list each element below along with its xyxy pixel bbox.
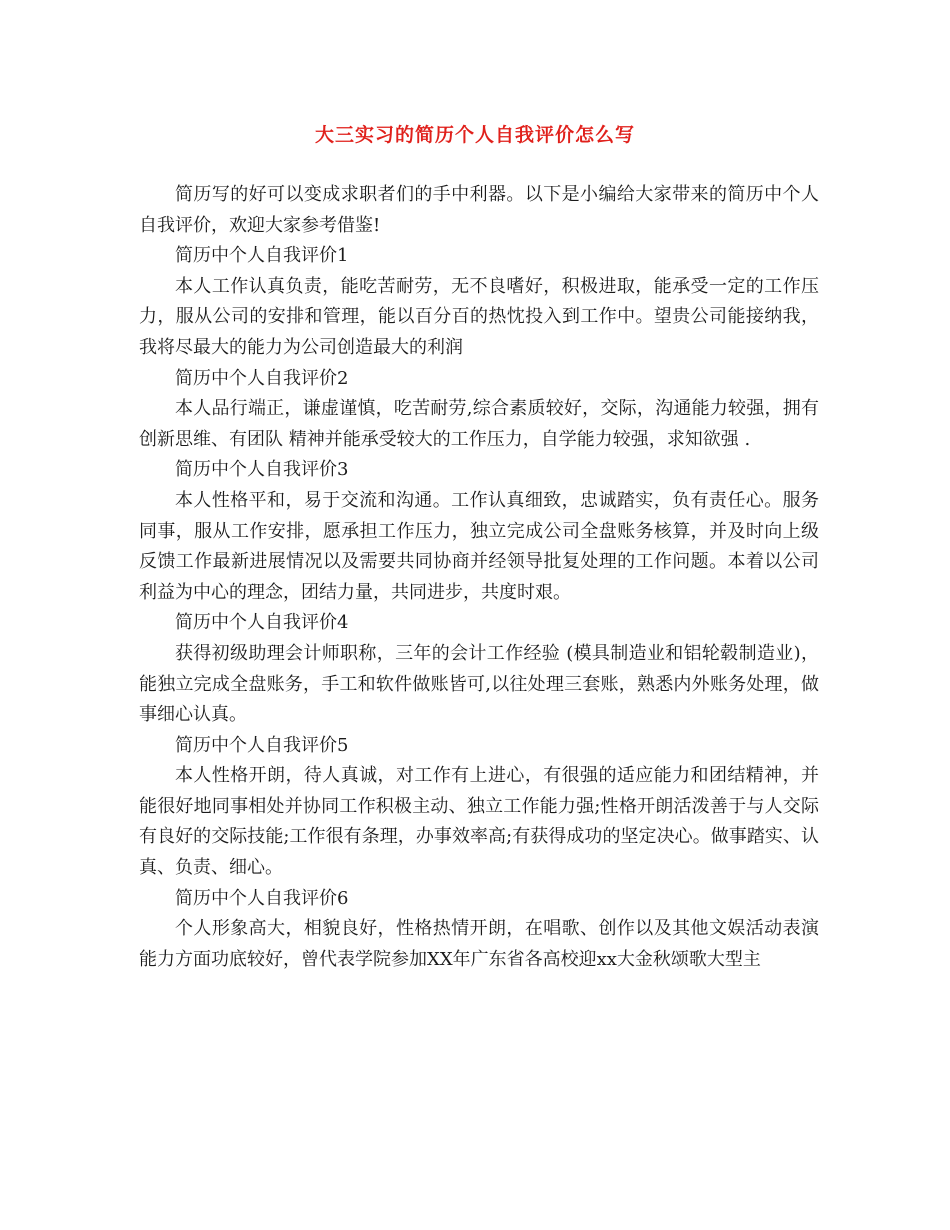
document-title: 大三实习的简历个人自我评价怎么写 (314, 124, 635, 146)
section-paragraph-3: 本人性格平和，易于交流和沟通。工作认真细致，忠诚踏实，负有责任心。服务同事，服从工作安排，愿承担工作压力，独立完成公司全盘账务核算，并及时向上级反馈工作最新进展情况以及需要共同协商并经领导批复处理的工作问题。本着以公司利益为中心的理念，团结力量，共同进步，共度时艰。 (139, 489, 819, 603)
section-heading-3: 简历中个人自我评价3 (175, 459, 349, 481)
section-heading-4: 简历中个人自我评价4 (175, 612, 349, 634)
section-paragraph-2: 本人品行端正，谦虚谨慎，吃苦耐劳,综合素质较好，交际，沟通能力较强，拥有创新思维、有团队 精神并能承受较大的工作压力，自学能力较强，求知欲强 . (139, 398, 819, 450)
section-heading-6: 简历中个人自我评价6 (175, 887, 349, 909)
section-paragraph-4: 获得初级助理会计师职称，三年的会计工作经验 (模具制造业和铝轮毂制造业)，能独立完成全盘账务，手工和软件做账皆可,以往处理三套账，熟悉内外账务处理，做事细心认真。 (139, 642, 819, 726)
document-body (139, 180, 819, 975)
section-paragraph-1: 本人工作认真负责，能吃苦耐劳，无不良嗜好，积极进取，能承受一定的工作压力，服从公司的安排和管理，能以百分百的热忱投入到工作中。望贵公司能接纳我，我将尽最大的能力为公司创造最大的利润 (139, 275, 819, 358)
section-paragraph-6: 个人形象高大，相貌良好，性格热情开朗，在唱歌、创作以及其他文娱活动表演能力方面功底较好，曾代表学院参加XX年广东省各高校迎xx大金秋颂歌大型主 (139, 918, 819, 970)
section-heading-5: 简历中个人自我评价5 (175, 734, 349, 756)
intro-paragraph: 简历写的好可以变成求职者们的手中利器。以下是小编给大家带来的简历中个人自我评价，欢迎大家参考借鉴! (139, 184, 819, 236)
section-paragraph-5: 本人性格开朗，待人真诚，对工作有上进心，有很强的适应能力和团结精神，并能很好地同事相处并协同工作积极主动、独立工作能力强;性格开朗活泼善于与人交际有良好的交际技能;工作很有条理，办事效率高;有获得成功的坚定决心。做事踏实、认真、负责、细心。 (139, 765, 819, 879)
section-heading-1: 简历中个人自我评价1 (175, 245, 349, 267)
section-heading-2: 简历中个人自我评价2 (175, 367, 349, 389)
